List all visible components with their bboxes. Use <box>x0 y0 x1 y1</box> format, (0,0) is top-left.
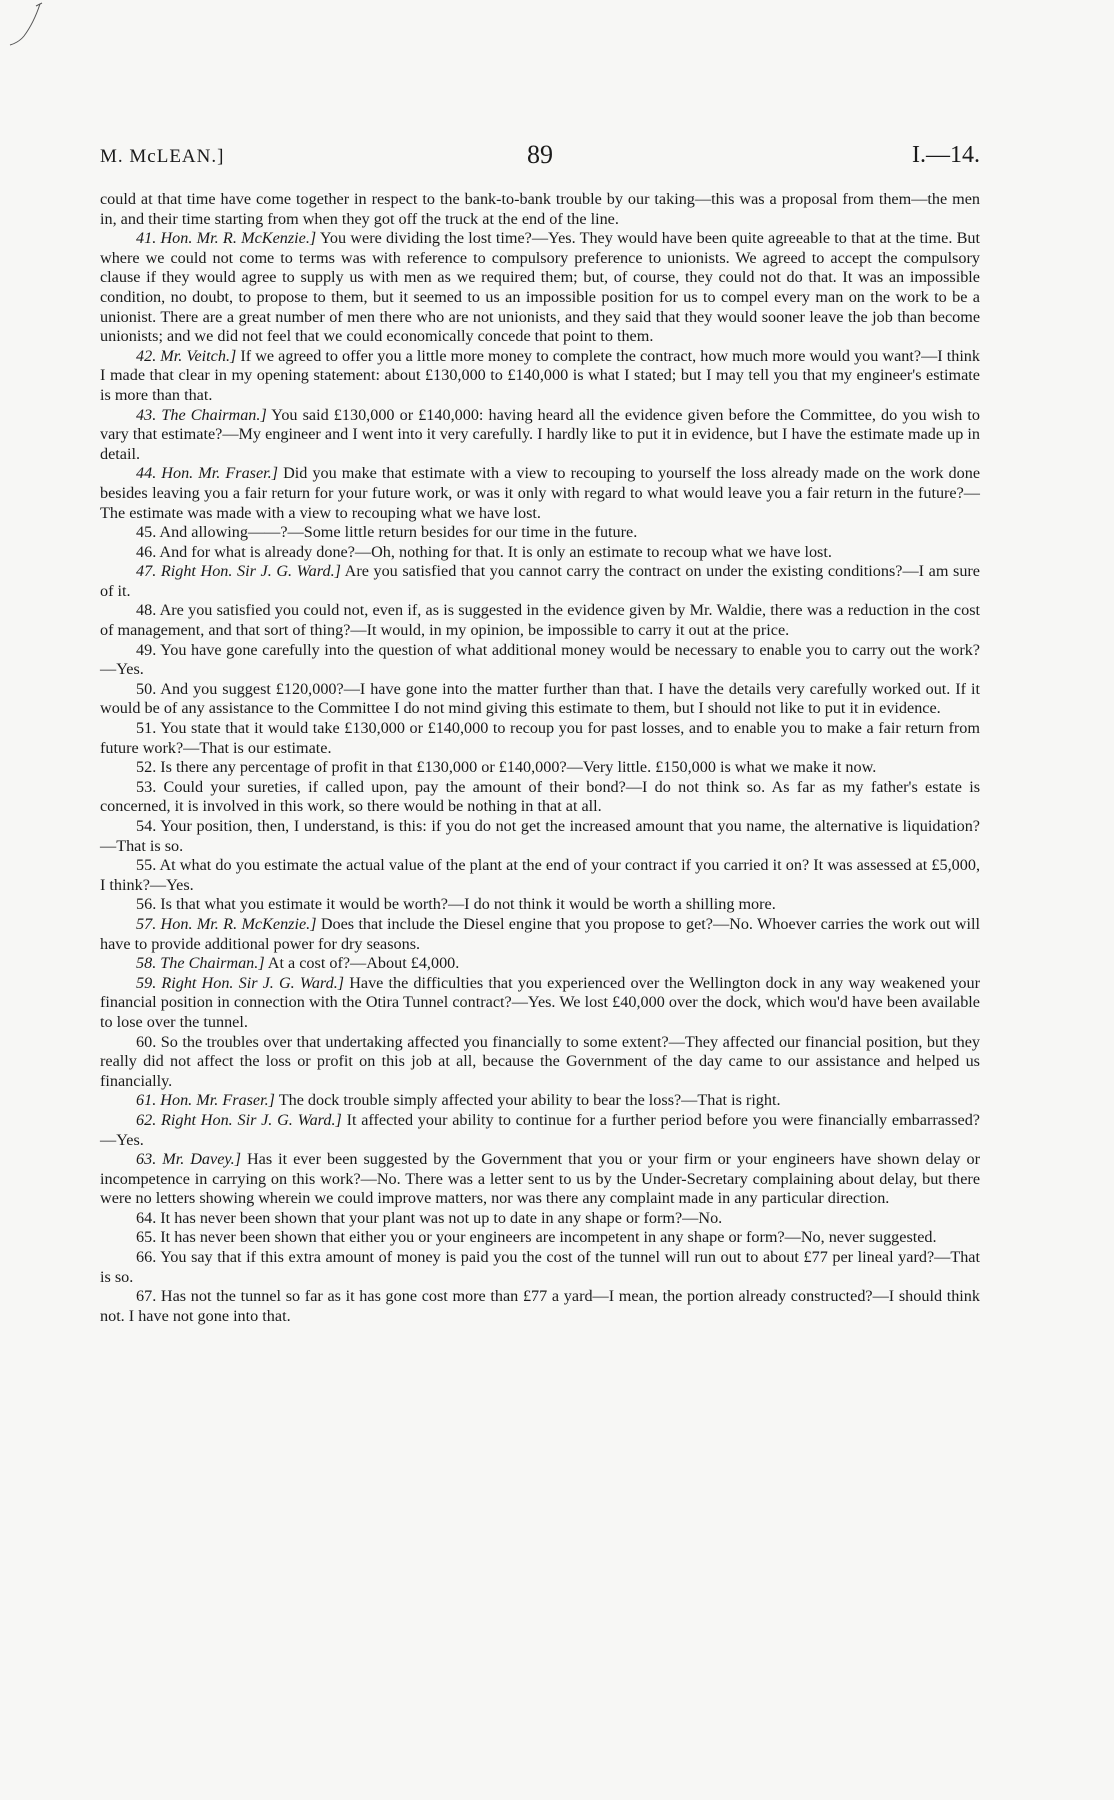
paragraph: 66. You say that if this extra amount of money is paid you the cost of the tunnel will run out to about £77 per lineal yard?—That is so. <box>100 1248 980 1286</box>
paragraph: 60. So the troubles over that undertaking affected you financially to some extent?—They affected our financial position, but they really did not affect the loss or profit on this job at all, because the Government of the day came to our assistance and helped us financially. <box>100 1032 980 1090</box>
paragraph: 51. You state that it would take £130,000 or £140,000 to recoup you for past losses, and to enable you to make a fair return from future work?—That is our estimate. <box>100 719 980 757</box>
paragraph: 47. Right Hon. Sir J. G. Ward.] Are you satisfied that you cannot carry the contract on under the existing conditions?—I am sure of it. <box>100 562 980 600</box>
paragraph: 59. Right Hon. Sir J. G. Ward.] Have the difficulties that you experienced over the Wellington dock in any way weakened your financial position in connection with the Otira Tunnel contract?—Yes. We lost £40,000 over the dock, which wou'd have been available to lose over the tunnel. <box>100 973 981 1031</box>
paragraph: 61. Hon. Mr. Fraser.] The dock trouble simply affected your ability to bear the loss?—That is right. <box>136 1091 781 1110</box>
paragraph: 50. And you suggest £120,000?—I have gone into the matter further than that. I have the details very carefully worked out. If it would be of any assistance to the Committee I do not mind giving this estimate to them, but I should not like to put it in evidence. <box>100 679 980 718</box>
evidence-text <box>100 190 980 1326</box>
paragraph: 44. Hon. Mr. Fraser.] Did you make that estimate with a view to recouping to yourself the loss already made on the work done besides leaving you a fair return for your future work, or was it only with regard to what would leave you a fair return in the future?—The estimate was made with a view to recouping what we have lost. <box>100 464 981 522</box>
paragraph: 56. Is that what you estimate it would be worth?—I do not think it would be worth a shilling more. <box>136 895 776 914</box>
paragraph: 49. You have gone carefully into the question of what additional money would be necessary to enable you to carry out the work?—Yes. <box>100 640 980 679</box>
paragraph: could at that time have come together in respect to the bank-to-bank trouble by our taking—this was a proposal from them—the men in, and their time starting from when they got off the truck at the end of the line. <box>100 190 980 228</box>
paragraph: 53. Could your sureties, if called upon, pay the amount of their bond?—I do not think so. As far as my father's estate is concerned, it is involved in this work, so there would be nothing in that at all. <box>100 777 980 816</box>
paragraph: 54. Your position, then, I understand, is this: if you do not get the increased amount that you name, the alternative is liquidation?—That is so. <box>100 817 980 855</box>
paragraph: 42. Mr. Veitch.] If we agreed to offer you a little more money to complete the contract, how much more would you want?—I think I made that clear in my opening statement: about £130,000 to £140,000 is what I stated; but I may tell you that my engineer's estimate is more than that. <box>100 346 980 404</box>
paragraph: 57. Hon. Mr. R. McKenzie.] Does that include the Diesel engine that you propose to get?—No. Whoever carries the work out will have to provide additional power for dry seasons. <box>100 914 980 953</box>
paragraph: 64. It has never been shown that your plant was not up to date in any shape or form?—No. <box>136 1208 723 1227</box>
paragraph: 63. Mr. Davey.] Has it ever been suggested by the Government that you or your firm or your engineers have shown delay or incompetence in carrying on this work?—No. There was a letter sent to us by the Under-Secretary complaining about delay, but there were no letters showing wherein we could improve matters, nor was there any complaint made in any particular direction. <box>100 1150 980 1208</box>
paragraph: 58. The Chairman.] At a cost of?—About £4,000. <box>136 954 460 973</box>
pencil-mark <box>6 2 46 52</box>
paragraph: 48. Are you satisfied you could not, even if, as is suggested in the evidence given by Mr. Waldie, there was a reduction in the cost of management, and that sort of thing?—It would, in my opinion, be impossible to carry it out at the price. <box>100 601 980 640</box>
witness-name: M. McLEAN.] <box>100 146 225 167</box>
paragraph: 45. And allowing——?—Some little return besides for our time in the future. <box>136 523 638 542</box>
paper-reference: I.—14. <box>912 142 980 168</box>
paragraph: 62. Right Hon. Sir J. G. Ward.] It affected your ability to continue for a further period before you were financially embarrassed?—Yes. <box>100 1110 980 1149</box>
paragraph: 43. The Chairman.] You said £130,000 or £140,000: having heard all the evidence given before the Committee, do you wish to vary that estimate?—My engineer and I went into it very carefully. I hardly like to put it in evidence, but I have the estimate made up in detail. <box>100 405 981 463</box>
paragraph: 55. At what do you estimate the actual value of the plant at the end of your contract if you carried it on? It was assessed at £5,000, I think?—Yes. <box>100 856 980 894</box>
paragraph: 41. Hon. Mr. R. McKenzie.] You were dividing the lost time?—Yes. They would have been quite agreeable to that at the time. But where we could not come to terms was with reference to compulsory preference to unionists. We agreed to accept the compulsory clause if they would agree to supply us with men as we required them; but, of course, they could not do that. It was an impossible condition, no doubt, to propose to them, but it seemed to us an impossible position for us to compel every man on the work to be a unionist. There are a great number of men there who are not unionists, and they said that they would sooner leave the job than become unionists; and we did not feel that we could economically concede that point to them. <box>100 229 981 346</box>
page-header <box>100 140 980 180</box>
paragraph: 65. It has never been shown that either you or your engineers are incompetent in any shape or form?—No, never suggested. <box>136 1228 937 1247</box>
page-number: 89 <box>527 140 553 169</box>
paragraph: 67. Has not the tunnel so far as it has gone cost more than £77 a yard—I mean, the portion already constructed?—I should think not. I have not gone into that. <box>100 1287 980 1325</box>
paragraph: 52. Is there any percentage of profit in that £130,000 or £140,000?—Very little. £150,000 is what we make it now. <box>136 758 877 777</box>
paragraph: 46. And for what is already done?—Oh, nothing for that. It is only an estimate to recoup what we have lost. <box>136 542 832 561</box>
